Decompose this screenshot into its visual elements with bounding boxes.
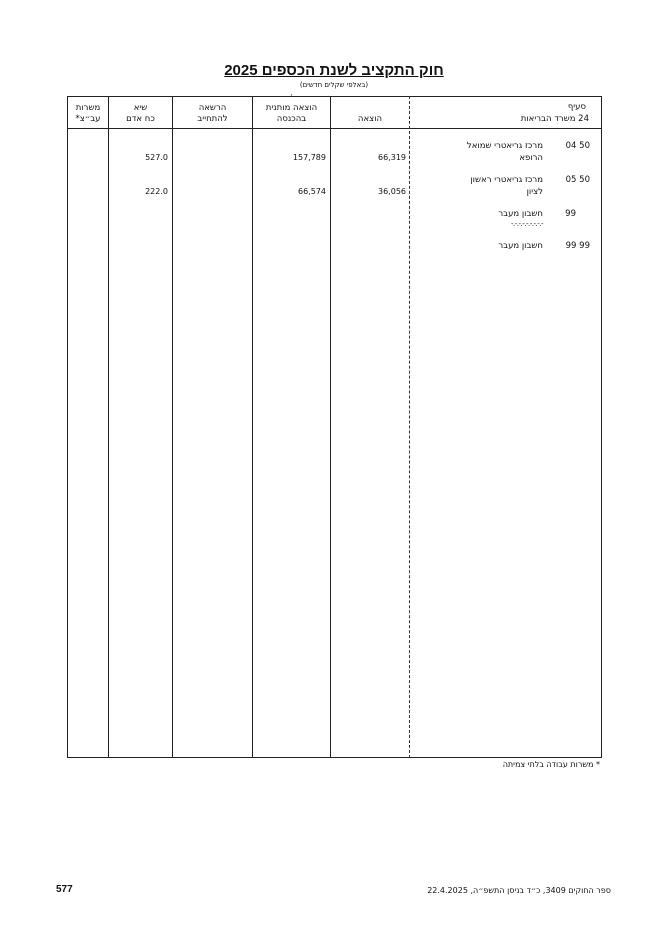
header-manpower <box>109 103 172 125</box>
row-name-line1: מרכז גריאטרי שמואל <box>466 141 543 151</box>
col-sep-conditional <box>330 96 331 758</box>
header-manpower-line2: כח אדם <box>126 114 155 124</box>
header-conditional-line2: בהכנסה <box>276 114 307 124</box>
col-sep-positions <box>108 96 109 758</box>
header-conditional-expense <box>253 103 330 125</box>
header-ministry: 24 משרד הבריאות <box>520 114 589 124</box>
header-manpower-line1: שיא <box>133 103 148 113</box>
table-bottom-border <box>67 757 602 758</box>
col-sep-expense-dashed <box>409 96 410 758</box>
row-manpower: 222.0 <box>145 187 168 196</box>
header-commitment-line2: להתחייב <box>197 114 228 124</box>
header-positions-line2: עב״צ* <box>75 114 101 124</box>
row-conditional: 66,574 <box>298 187 326 196</box>
header-conditional-mark: · <box>290 91 293 101</box>
row-code: 99 99 <box>565 241 590 251</box>
row-name-line1: מרכז גריאטרי ראשון <box>470 175 543 185</box>
row-name-line1: חשבון מעבר <box>498 241 543 251</box>
row-name-line1: חשבון מעבר <box>498 209 543 219</box>
row-name-dotted: -.-.-.-.-.-.-.-.- <box>510 220 543 228</box>
header-section: סעיף <box>567 102 586 112</box>
page-subtitle: (באלפי שקלים חדשים) <box>299 81 369 89</box>
publication-footer: ספר החוקים 3409, כ״ד בניסן התשפ״ה, 22.4.2025 <box>427 886 611 895</box>
header-expense: הוצאה <box>357 114 383 124</box>
page-number: 577 <box>56 884 73 895</box>
row-code: 99 <box>565 209 576 219</box>
header-conditional-line1: הוצאה מותנית <box>265 103 318 113</box>
header-positions-line1: משרות <box>75 103 101 113</box>
row-name-line2: הרופא <box>519 153 543 163</box>
header-bottom-border <box>67 128 602 129</box>
row-conditional: 157,789 <box>292 153 326 162</box>
col-sep-commitment <box>252 96 253 758</box>
row-expense: 66,319 <box>378 153 406 162</box>
page-title: חוק התקציב לשנת הכספים 2025 <box>224 62 444 79</box>
row-code: 50 05 <box>565 175 590 185</box>
row-manpower: 527.0 <box>145 153 168 162</box>
col-sep-manpower <box>172 96 173 758</box>
footnote: * משרות עבודה בלתי צמיתה <box>502 760 600 769</box>
header-commitment-line1: הרשאה <box>198 103 227 113</box>
row-expense: 36,056 <box>378 187 406 196</box>
table-left-border <box>67 96 68 758</box>
header-positions <box>68 103 108 125</box>
row-code: 50 04 <box>565 141 590 151</box>
header-commitment <box>173 103 252 125</box>
table-right-border <box>601 96 602 758</box>
table-top-border <box>67 96 602 97</box>
row-name-line2: לציון <box>526 187 543 197</box>
